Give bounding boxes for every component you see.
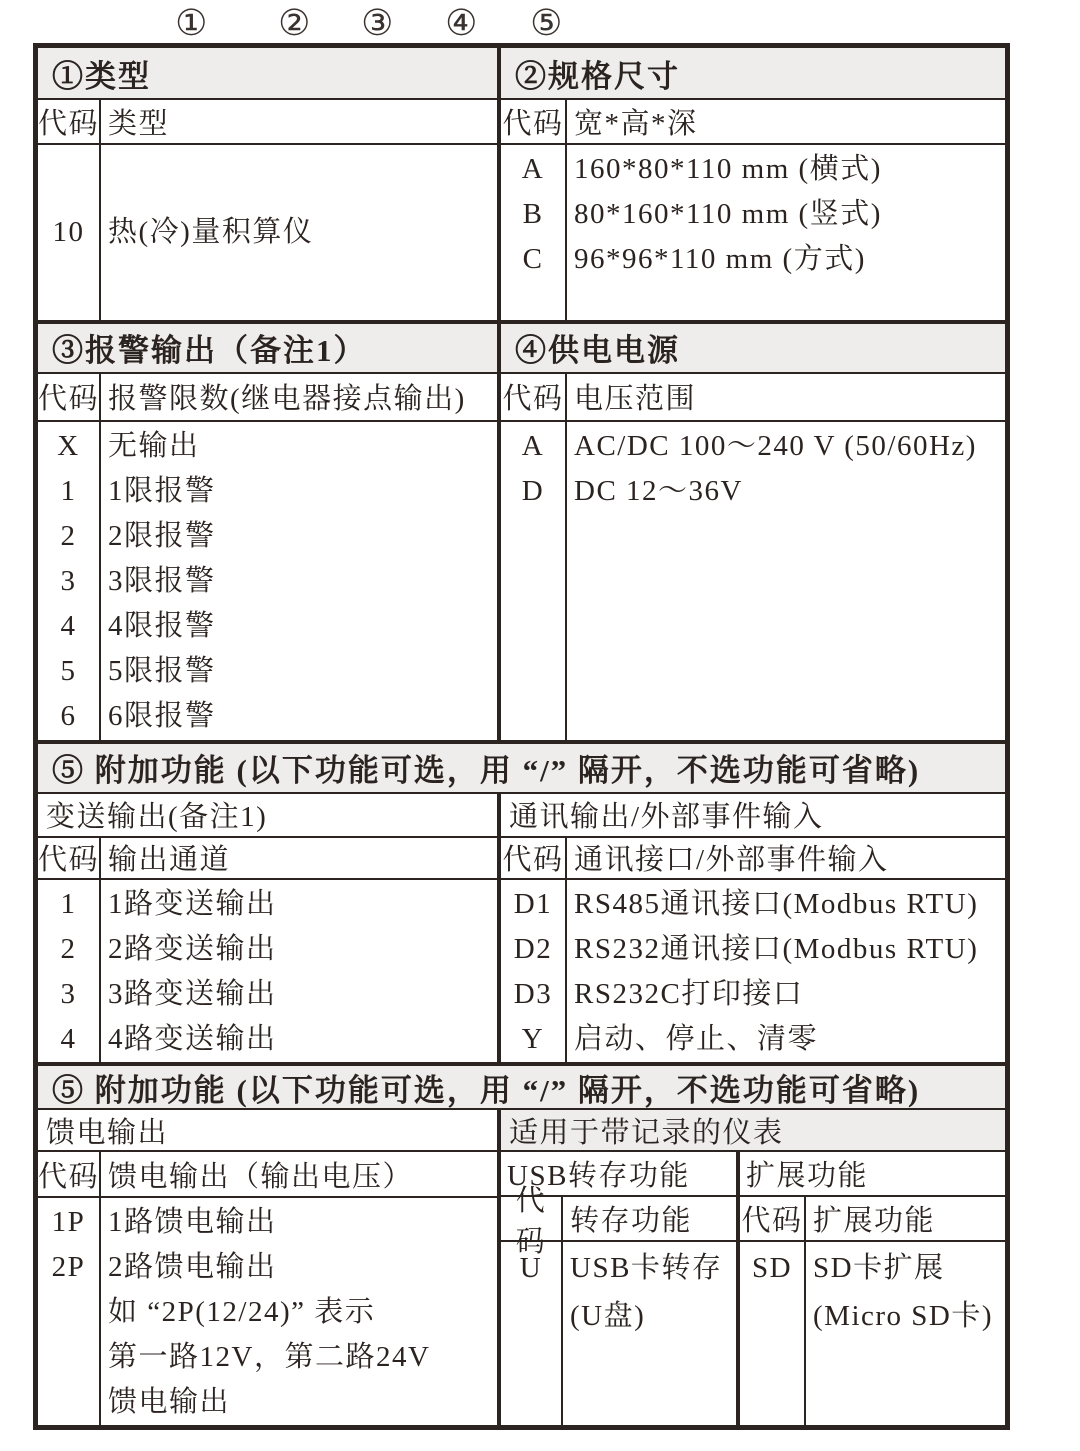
label-column [567,145,1005,320]
row-label: 3限报警 [108,564,216,597]
group-sd: 扩展功能 [740,1152,1005,1197]
subtable-usb [501,1152,740,1425]
model-selection-table [33,43,1010,1430]
colhead-sd [740,1197,1005,1242]
row-code: X [57,429,80,462]
row-label: 3路变送输出 [108,977,277,1010]
row-label: 馈电输出 [108,1386,231,1418]
label-column [101,1198,497,1425]
row-code: 2 [60,932,77,965]
row-label: 4限报警 [108,609,216,642]
subtable-sd [740,1152,1005,1425]
row-code: D3 [513,977,553,1010]
transmit-rows [38,880,497,1062]
colhead-label: 宽*高*深 [574,108,698,140]
row-label: 热(冷)量积算仪 [108,215,314,248]
row-code: D2 [513,932,553,965]
code-column [38,145,101,320]
section-type-size [38,48,1005,320]
colhead-comm [501,838,1005,880]
group-usb: USB转存功能 [501,1152,736,1197]
code-column [38,880,101,1062]
label-column [101,145,497,320]
row-code: A [521,153,545,185]
row-code: 2P [51,1251,86,1283]
colhead-type [38,100,497,145]
row-label: 第一路12V，第二路24V [108,1341,431,1373]
record-subtables [501,1152,1005,1425]
row-label: 5限报警 [108,654,216,687]
column-marker-3: ③ [361,3,395,43]
colhead-label: 扩展功能 [813,1205,936,1237]
code-column [38,422,101,740]
colhead-label: 转存功能 [570,1205,693,1237]
colhead-code: 代码 [740,1197,806,1240]
column-marker-4: ④ [445,3,479,43]
section-title-alarm: ③报警输出（备注1） [38,324,497,374]
alarm-rows [38,422,497,740]
row-label: USB卡转存 [570,1252,723,1284]
row-code: SD [751,1252,793,1284]
colhead-power [501,374,1005,422]
label-column [806,1242,1005,1425]
panel-record [501,1110,1005,1425]
section-extra-functions-2 [38,1062,1005,1425]
colhead-code: 代码 [501,374,567,420]
row-code: 4 [60,609,77,642]
colhead-code: 代码 [38,374,101,420]
column-marker-2: ② [278,3,312,43]
row-label: RS485通讯接口(Modbus RTU) [574,887,979,920]
subhead-feed: 馈电输出 [38,1110,497,1152]
section-title-size: ②规格尺寸 [501,48,1005,100]
row-label: RS232C打印接口 [574,977,804,1010]
colhead-label: 馈电输出（输出电压） [108,1160,414,1193]
panel-alarm [38,324,501,740]
row-label: DC 12～36V [574,474,743,507]
code-column [501,145,567,320]
usb-rows [501,1242,736,1425]
panel-power [501,324,1005,740]
colhead-usb [501,1184,736,1258]
colhead-label: 输出通道 [108,844,231,877]
colhead-code: 代码 [501,1197,563,1240]
colhead-code: 代码 [38,100,101,143]
row-code: D [521,474,545,507]
panel-feed [38,1110,501,1425]
label-column [567,880,1005,1062]
colhead-label: 电压范围 [574,383,697,416]
comm-rows [501,880,1005,1062]
panel-type [38,48,501,320]
panel-comm [501,794,1005,1062]
row-label: SD卡扩展 [813,1252,945,1284]
colhead-alarm [38,374,497,422]
colhead-label: 报警限数(继电器接点输出) [108,383,466,416]
row-label: 启动、停止、清零 [574,1022,819,1055]
row-label: 如 “2P(12/24)” 表示 [108,1296,376,1328]
row-label: 96*96*110 mm (方式) [574,243,866,275]
row-code: 5 [60,654,77,687]
label-column [567,422,1005,740]
row-label: 无输出 [108,429,200,462]
row-label: 160*80*110 mm (横式) [574,153,882,185]
row-code: C [522,243,544,275]
colhead-transmit [38,838,497,880]
panel-transmit [38,794,501,1062]
section-extra-functions-1 [38,740,1005,1062]
section-title-extra1: ⑤ 附加功能 (以下功能可选，用 “/” 隔开，不选功能可省略) [38,744,1005,794]
column-marker-5: ⑤ [530,3,564,43]
colhead-code: 代码 [38,1152,101,1196]
row-code: 4 [60,1022,77,1055]
panel-size [501,48,1005,320]
section-title-power: ④供电电源 [501,324,1005,374]
subhead-comm: 通讯输出/外部事件输入 [501,794,1005,838]
power-rows [501,422,1005,740]
row-label: 2路变送输出 [108,932,277,965]
row-label: 2路馈电输出 [108,1251,277,1283]
row-code: 2 [60,519,77,552]
label-column [101,422,497,740]
label-column [101,880,497,1062]
row-label: 1限报警 [108,474,216,507]
code-column [38,1198,101,1425]
row-label: 1路馈电输出 [108,1206,277,1238]
type-rows [38,145,497,320]
feed-rows [38,1198,497,1425]
row-code: D1 [513,887,553,920]
row-code: Y [521,1022,545,1055]
row-code: 3 [60,564,77,597]
extra1-columns [38,794,1005,1062]
row-code: U [519,1252,543,1284]
row-label: 4路变送输出 [108,1022,277,1055]
row-label: AC/DC 100～240 V (50/60Hz) [574,429,977,462]
code-column [501,422,567,740]
row-code: 3 [60,977,77,1010]
section-title-type: ①类型 [38,48,497,100]
extra2-columns [38,1110,1005,1425]
row-code: 1 [60,887,77,920]
row-label: 80*160*110 mm (竖式) [574,198,882,230]
row-label: 1路变送输出 [108,887,277,920]
section-title-extra2: ⑤ 附加功能 (以下功能可选，用 “/” 隔开，不选功能可省略) [38,1066,1005,1110]
row-code: A [521,429,545,462]
label-column [563,1242,736,1425]
row-label: (U盘) [570,1300,646,1332]
column-marker-1: ① [175,3,209,43]
colhead-code: 代码 [501,838,567,878]
subhead-transmit: 变送输出(备注1) [38,794,497,838]
colhead-label: 类型 [108,108,170,140]
section-alarm-power [38,320,1005,740]
row-label: (Micro SD卡) [813,1300,994,1332]
code-column [740,1242,806,1425]
subhead-record: 适用于带记录的仪表 [501,1110,1005,1152]
row-code: 10 [52,215,85,248]
colhead-label: 通讯接口/外部事件输入 [574,844,889,877]
row-label: 2限报警 [108,519,216,552]
colhead-feed [38,1152,497,1198]
row-label: 6限报警 [108,699,216,732]
row-code: B [522,198,544,230]
row-label: RS232通讯接口(Modbus RTU) [574,932,979,965]
row-code: 1 [60,474,77,507]
sd-rows [740,1242,1005,1425]
colhead-code: 代码 [38,838,101,878]
row-code: 1P [51,1206,86,1238]
colhead-size [501,100,1005,145]
row-code: 6 [60,699,77,732]
size-rows [501,145,1005,320]
code-column [501,1242,563,1425]
colhead-code: 代码 [501,100,567,143]
code-column [501,880,567,1062]
